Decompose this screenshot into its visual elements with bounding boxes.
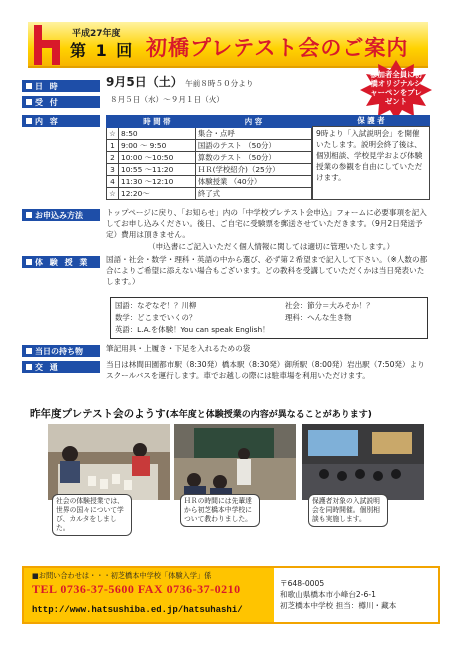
subject-social: 社会：節分＝大みそか！？ [285, 301, 374, 310]
contact-phone: TEL 0736-37-5600 FAX 0736-37-0210 [32, 582, 241, 596]
photo-hr-class [174, 424, 296, 500]
school-address: 和歌山県橋本市小峰台2-6-1 [280, 590, 376, 599]
photo-parents-session [302, 424, 424, 500]
table-row: 1 9:00 ～ 9:50 国語のテスト （50分） [107, 140, 312, 152]
col-content-header: 内 容 [195, 116, 311, 128]
guardian-header: 保 護 者 [312, 115, 430, 126]
table-row: 4 11:30 ～12:10 体験授業 （40分） [107, 176, 312, 188]
event-date [106, 77, 253, 89]
col-time-header: 時 間 帯 [119, 116, 196, 128]
belongings-text: 筆記用具・上履き・下足を入れるための袋 [106, 344, 251, 353]
header-year: 平成27年度 [72, 29, 121, 39]
trial-text: 国語・社会・数学・理科・英語の中から選び、必ず第２希望まで記入して下さい。（※人数の都合によりご希望に添えない場合もございます。どの教科を受講していただくかは当日発表いたします。） [106, 255, 428, 286]
label-content: 内 容 [22, 115, 100, 127]
label-trial: 体 験 授 業 [22, 256, 100, 268]
transport-text: 当日は林間田園都市駅（8:30発）橋本駅（8:30発）御所駅（8:00発）岩出駅（7:50発）よりスクールバスを運行します。車でお越しの際には駐車場を利用いただけます。 [106, 360, 425, 380]
last-year-note: (本年度と体験授業の内容が異なることがあります) [165, 410, 372, 420]
schedule-table [106, 115, 312, 200]
subject-english: 英語：L.A.を体験！You can speak English！ [115, 325, 270, 334]
reception-period: ８月５日（水）～９月１日（火） [110, 95, 224, 104]
apply-text: トップページに戻り、「お知らせ」内の「中学校プレテスト会申込」フォームに必要事項を記入してお申し込みください。後日、ご自宅に受験票を郵送させていただきます。（9月2日発送予定）費用は頂きません。 [106, 208, 427, 239]
header-number: 第 1 回 [70, 41, 135, 60]
school-logo-icon [34, 25, 64, 65]
label-belongings: 当日の持ち物 [22, 345, 100, 357]
subject-japanese: 国語：なぞなぞ！？川柳 [115, 301, 197, 310]
school-staff: 初芝橋本中学校 担当：樽川・藏本 [280, 601, 397, 610]
last-year-heading: 昨年度プレテスト会のようす [30, 408, 166, 420]
page-title: 初橋プレテスト会のご案内 [146, 36, 409, 60]
subjects-box [110, 297, 428, 339]
label-transport: 交 通 [22, 361, 100, 373]
caption-social: 社会の体験授業では、世界の国々について学び、カルタをしました。 [52, 494, 132, 536]
table-row: 3 10:55 ～11:20 ＨＲ(学校紹介)（25分） [107, 164, 312, 176]
event-time: 午前８時５０分より [185, 79, 254, 88]
postal-code: 〒648-0005 [280, 579, 325, 588]
event-date-value: 9月5日（土） [106, 75, 183, 89]
school-address-block [280, 578, 396, 611]
label-date: 日 時 [22, 80, 100, 92]
guardian-info: 9時より「入試説明会」を開催いたします。説明会終了後は、個別相談、学校見学および体験授業の参観を自由にしていただけます。 [312, 126, 430, 200]
contact-label: ■お問い合わせは・・・初芝橋本中学校「体験入学」係 [32, 571, 212, 580]
footer-contact [22, 566, 440, 624]
present-badge [360, 60, 432, 120]
last-year-title [30, 406, 372, 421]
caption-parents: 保護者対象の入試説明会を同時開催。個別相談も実施します。 [308, 494, 388, 527]
table-row: ☆ 12:20～ 終了式 [107, 188, 312, 200]
table-row: ☆ 8:50 集合・点呼 [107, 128, 312, 140]
badge-text: 参加者全員に初橋オリジナルシャーペンをプレゼント [370, 70, 422, 106]
caption-hr: ＨＲの時間には先輩達から初芝橋本中学校について教わりました。 [180, 494, 260, 527]
photo-social-class [48, 424, 170, 500]
subject-science: 理科：へんな生き物 [285, 313, 352, 322]
apply-note: （申込書にご記入いただく個人情報に関しては適切に管理いたします。） [148, 242, 395, 251]
subject-math: 数学：どこまでいくの？ [115, 313, 197, 322]
school-url-link[interactable]: http://www.hatsushiba.ed.jp/hatsuhashi/ [32, 605, 243, 615]
table-row: 2 10:00 ～10:50 算数のテスト （50分） [107, 152, 312, 164]
label-apply: お申込み方法 [22, 209, 100, 221]
label-reception: 受 付 [22, 96, 100, 108]
